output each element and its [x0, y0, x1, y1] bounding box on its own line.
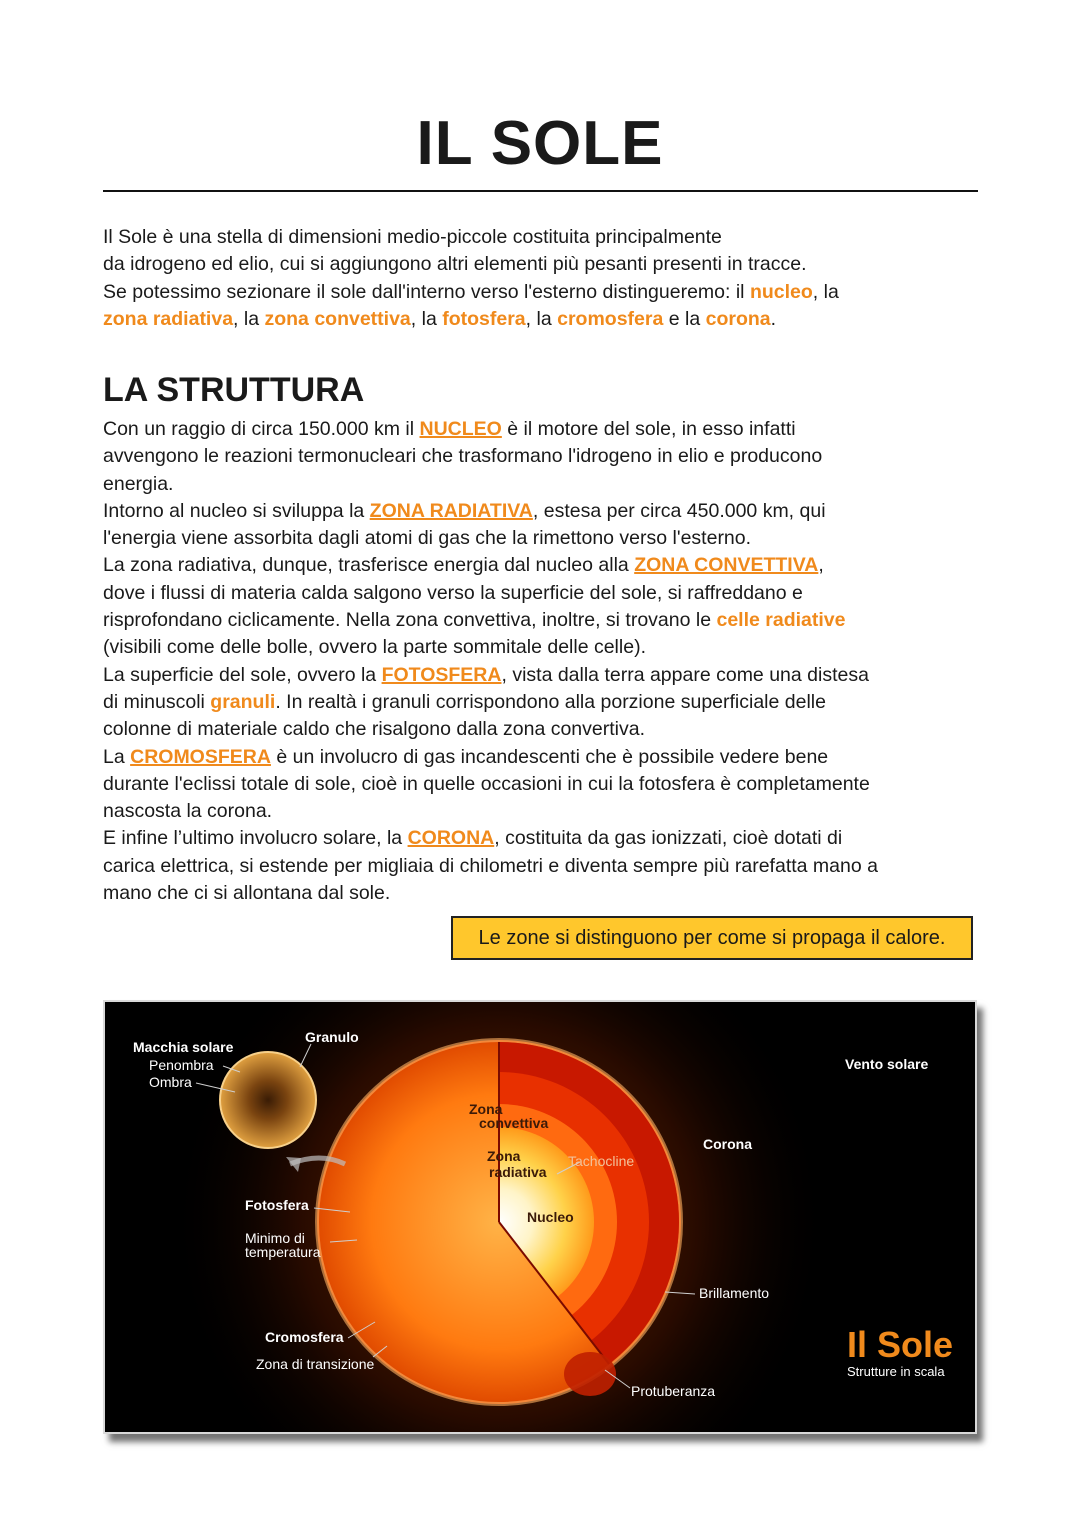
- label-nucleo: Nucleo: [527, 1209, 574, 1225]
- intro-line: da idrogeno ed elio, cui si aggiungono altri elementi più pesanti presenti in tracce.: [103, 253, 807, 276]
- body-line: l'energia viene assorbita dagli atomi di gas che la rimettono verso l'esterno.: [103, 527, 752, 550]
- keyword-cromosfera: cromosfera: [557, 307, 664, 330]
- keyword-granuli: granuli: [210, 690, 276, 713]
- label-minimo-1: Minimo di: [245, 1230, 305, 1246]
- body-line: durante l'eclissi totale di sole, cioè in quelle occasioni in cui la fotosfera è completamente: [103, 772, 870, 795]
- body-line: La zona radiativa, dunque, trasferisce energia dal nucleo alla ZONA CONVETTIVA,: [103, 554, 824, 577]
- body-line: carica elettrica, si estende per migliaia di chilometri e diventa sempre più rarefatta mano a: [103, 854, 878, 877]
- label-minimo-2: temperatura: [245, 1244, 321, 1260]
- body-line: di minuscoli granuli. In realtà i granuli corrispondono alla porzione superficiale delle: [103, 690, 826, 713]
- body-line: risprofondano ciclicamente. Nella zona convettiva, inoltre, si trovano le celle radiative: [103, 609, 846, 632]
- intro-line: Il Sole è una stella di dimensioni medio-piccole costituita principalmente: [103, 226, 722, 248]
- body-line: La superficie del sole, ovvero la FOTOSFERA, vista dalla terra appare come una distesa: [103, 663, 869, 686]
- keyword-nucleo-caps: NUCLEO: [419, 418, 502, 440]
- intro-line: zona radiativa, la zona convettiva, la fotosfera, la cromosfera e la corona.: [103, 307, 777, 330]
- sunspot-shape: [220, 1052, 316, 1148]
- body-line: nascosta la corona.: [103, 800, 273, 823]
- sun-structure-figure: [103, 1000, 977, 1434]
- prominence-shape: [564, 1352, 616, 1396]
- keyword-corona: corona: [705, 307, 771, 330]
- body-line: avvengono le reazioni termonucleari che trasformano l'idrogeno in elio e producono: [103, 445, 823, 468]
- label-corona: Corona: [703, 1136, 752, 1152]
- label-zona-convettiva-1: Zona: [469, 1101, 503, 1117]
- label-ombra: Ombra: [149, 1074, 192, 1090]
- label-zona-convettiva-2: convettiva: [479, 1115, 549, 1131]
- page-title: IL SOLE: [416, 109, 664, 178]
- label-penombra: Penombra: [149, 1057, 214, 1073]
- label-zona-radiativa-2: radiativa: [489, 1164, 547, 1180]
- keyword-fotosfera: fotosfera: [442, 307, 526, 330]
- body-line: dove i flussi di materia calda salgono verso la superficie del sole, si raffreddano e: [103, 581, 803, 604]
- body-line: Intorno al nucleo si sviluppa la ZONA RADIATIVA, estesa per circa 450.000 km, qui: [103, 499, 826, 522]
- section-title: LA STRUTTURA: [103, 371, 365, 409]
- label-cromosfera: Cromosfera: [265, 1329, 344, 1345]
- label-brillamento: Brillamento: [699, 1285, 770, 1301]
- label-fotosfera: Fotosfera: [245, 1197, 309, 1213]
- body-line: (visibili come delle bolle, ovvero la parte sommitale delle celle).: [103, 636, 646, 659]
- callout-box: Le zone si distinguono per come si propaga il calore.: [451, 916, 973, 960]
- label-vento-solare: Vento solare: [845, 1056, 929, 1072]
- figure-brand-title: Il Sole: [847, 1324, 954, 1365]
- keyword-zona-radiativa: zona radiativa: [103, 307, 234, 330]
- body-line: La CROMOSFERA è un involucro di gas incandescenti che è possibile vedere bene: [103, 745, 829, 768]
- keyword-nucleo: nucleo: [749, 280, 813, 303]
- label-zona-transizione: Zona di transizione: [256, 1356, 375, 1372]
- structure-paragraph: [103, 416, 983, 907]
- label-protuberanza: Protuberanza: [631, 1383, 716, 1399]
- intro-line: Se potessimo sezionare il sole dall'interno verso l'esterno distingueremo: il nucleo, la: [103, 280, 839, 303]
- label-macchia-solare: Macchia solare: [133, 1039, 234, 1055]
- keyword-corona-caps: CORONA: [407, 827, 495, 850]
- keyword-fotosfera-caps: FOTOSFERA: [381, 663, 502, 686]
- body-line: mano che ci si allontana dal sole.: [103, 882, 391, 905]
- keyword-zona-convettiva-caps: ZONA CONVETTIVA: [634, 554, 819, 577]
- intro-paragraph: [103, 224, 983, 333]
- keyword-cromosfera-caps: CROMOSFERA: [130, 745, 271, 768]
- body-line: colonne di materiale caldo che risalgono dalla zona convertiva.: [103, 718, 645, 741]
- figure-brand-subtitle: Strutture in scala: [847, 1364, 945, 1379]
- label-zona-radiativa-1: Zona: [487, 1148, 521, 1164]
- label-granulo: Granulo: [305, 1029, 359, 1045]
- keyword-zona-convettiva: zona convettiva: [264, 307, 411, 330]
- keyword-zona-radiativa-caps: ZONA RADIATIVA: [369, 499, 533, 522]
- keyword-celle-radiative: celle radiative: [716, 609, 846, 632]
- body-line: Con un raggio di circa 150.000 km il NUCLEO è il motore del sole, in esso infatti: [103, 418, 796, 440]
- body-line: energia.: [103, 472, 174, 495]
- label-tachocline: Tachocline: [568, 1153, 635, 1169]
- title-divider: [103, 190, 978, 192]
- body-line: E infine l’ultimo involucro solare, la CORONA, costituita da gas ionizzati, cioè dotati di: [103, 827, 843, 850]
